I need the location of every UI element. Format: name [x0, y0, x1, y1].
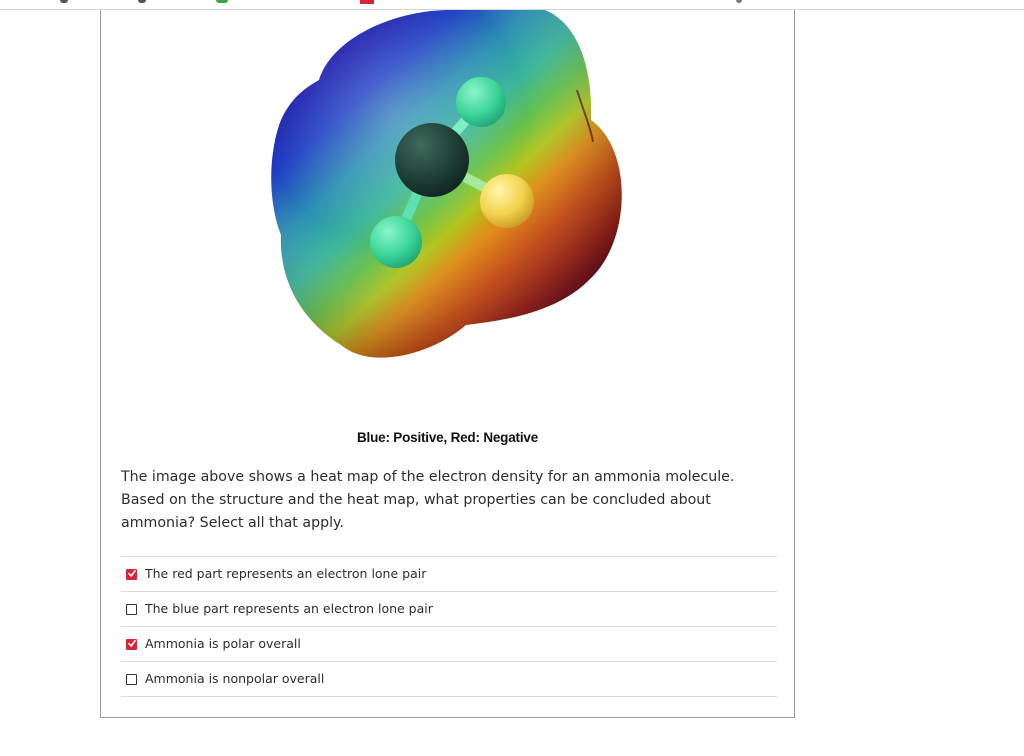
hydrogen-atom	[480, 174, 534, 228]
option-nonpolar[interactable]	[121, 662, 777, 697]
option-polar[interactable]	[121, 627, 777, 662]
question-text: The image above shows a heat map of the electron density for an ammonia molecule. Based on the structure and the heat map, what properties can be concluded about ammonia? Select all that apply.	[121, 469, 735, 531]
toolbar-icon-fragment	[216, 0, 228, 3]
checkbox-unchecked[interactable]	[126, 674, 137, 685]
toolbar-icon-fragment	[360, 0, 374, 4]
option-label: The blue part represents an electron lone pair	[145, 601, 433, 616]
checkbox-unchecked[interactable]	[126, 604, 137, 615]
checkbox-checked[interactable]	[126, 569, 137, 580]
hydrogen-atom	[370, 216, 422, 268]
option-red-lone-pair[interactable]	[121, 557, 777, 592]
ammonia-heat-map-figure	[261, 10, 641, 370]
toolbar-icon-fragment	[60, 0, 68, 3]
electron-density-heat-map	[261, 10, 641, 370]
heat-map-caption: Blue: Positive, Red: Negative	[357, 430, 538, 445]
toolbar-icon-fragment	[138, 0, 146, 3]
check-icon	[128, 569, 136, 578]
option-label: Ammonia is polar overall	[145, 636, 301, 651]
toolbar-icon-fragment	[736, 0, 742, 3]
hydrogen-atom	[456, 77, 506, 127]
question-card	[100, 10, 795, 718]
nitrogen-atom	[395, 123, 469, 197]
answer-options	[121, 556, 777, 697]
option-label: Ammonia is nonpolar overall	[145, 671, 325, 686]
option-blue-lone-pair[interactable]	[121, 592, 777, 627]
top-toolbar-strip	[0, 0, 1024, 9]
option-label: The red part represents an electron lone pair	[145, 566, 427, 581]
check-icon	[128, 639, 136, 648]
checkbox-checked[interactable]	[126, 639, 137, 650]
